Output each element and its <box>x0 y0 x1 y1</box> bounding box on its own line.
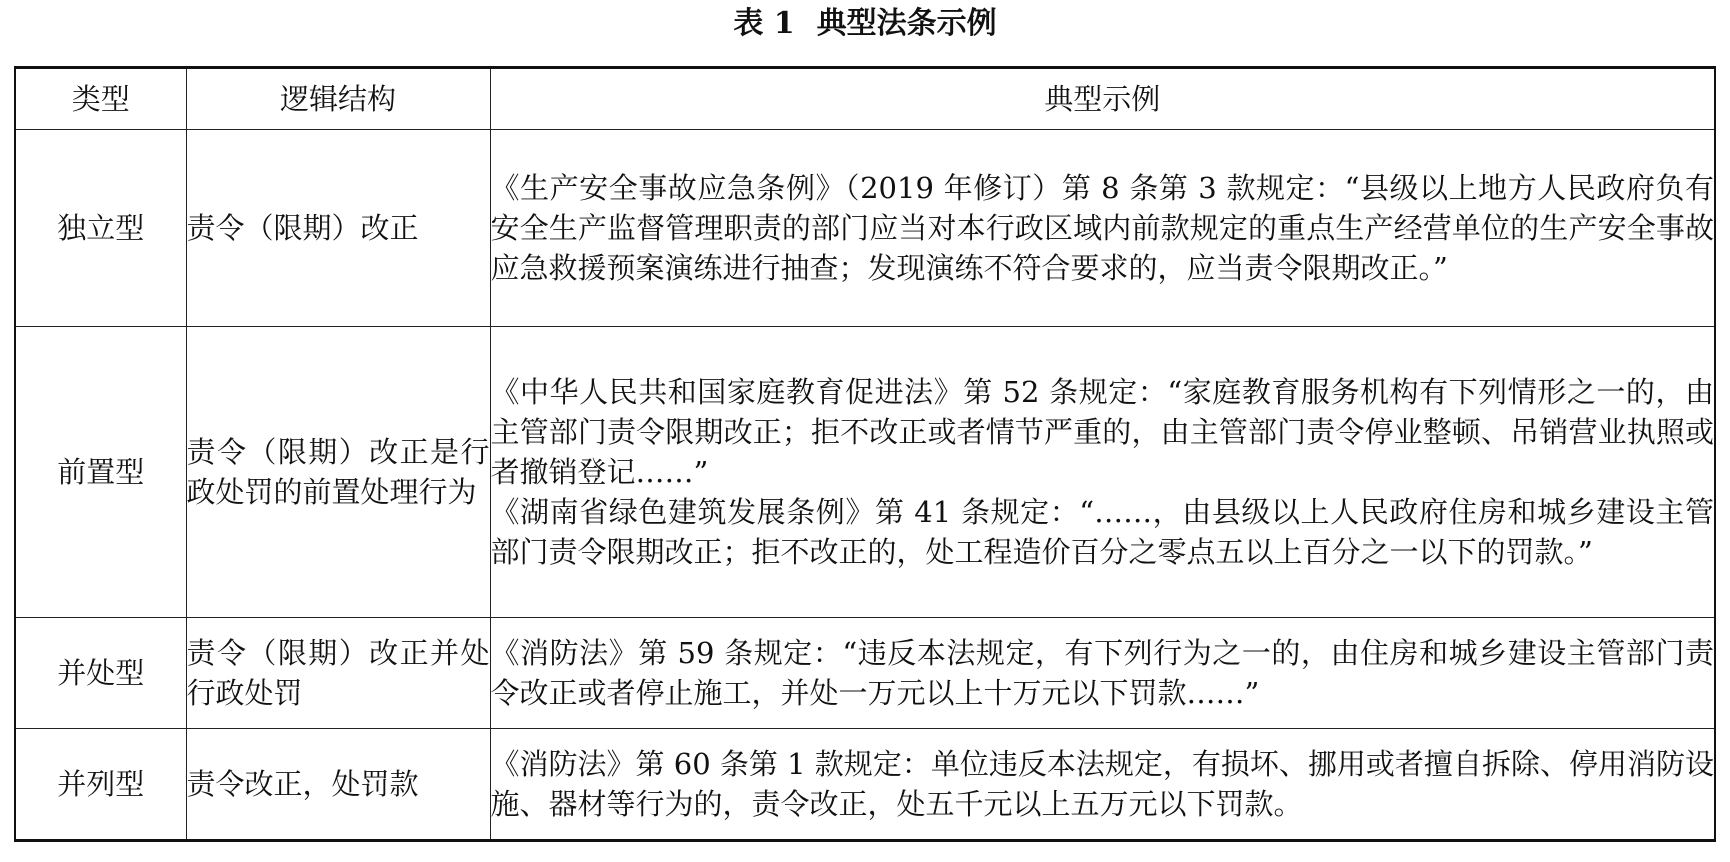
table-row <box>15 618 1715 729</box>
header-logic-structure: 逻辑结构 <box>186 68 490 130</box>
logic-cell: 责令（限期）改正 <box>186 130 490 327</box>
type-cell: 并处型 <box>15 618 186 729</box>
example-text: 《生产安全事故应急条例》（2019 年修订）第 8 条第 3 款规定：“县级以上地方人民政府负有安全生产监督管理职责的部门应当对本行政区域内前款规定的重点生产经营单位的生产安全事故应急救援预案演练进行抽查；发现演练不符合要求的，应当责令限期改正。” <box>490 171 1714 285</box>
table-row <box>15 130 1715 327</box>
legal-provisions-table <box>14 66 1716 842</box>
table-caption-label: 表 1 <box>733 6 795 41</box>
type-cell: 并列型 <box>15 729 186 841</box>
header-type: 类型 <box>15 68 186 130</box>
logic-cell: 责令（限期）改正并处行政处罚 <box>186 618 490 729</box>
type-cell: 前置型 <box>15 327 186 618</box>
example-text: 《消防法》第 59 条规定：“违反本法规定，有下列行为之一的，由住房和城乡建设主管部门责令改正或者停止施工，并处一万元以上十万元以下罚款……” <box>490 636 1714 710</box>
type-cell: 独立型 <box>15 130 186 327</box>
table-caption-title: 典型法条示例 <box>816 6 997 41</box>
header-typical-example: 典型示例 <box>490 68 1715 130</box>
table-header-row <box>15 68 1715 130</box>
table-row <box>15 729 1715 841</box>
example-cell <box>490 618 1715 729</box>
logic-cell: 责令改正，处罚款 <box>186 729 490 841</box>
example-cell <box>490 327 1715 618</box>
table-row <box>15 327 1715 618</box>
example-text: 《湖南省绿色建筑发展条例》第 41 条规定：“……，由县级以上人民政府住房和城乡建设主管部门责令限期改正；拒不改正的，处工程造价百分之零点五以上百分之一以下的罚款。” <box>490 495 1714 569</box>
table-caption <box>0 4 1730 44</box>
example-text: 《中华人民共和国家庭教育促进法》第 52 条规定：“家庭教育服务机构有下列情形之一的，由主管部门责令限期改正；拒不改正或者情节严重的，由主管部门责令停业整顿、吊销营业执照或者撤销登记……” <box>490 375 1714 489</box>
logic-cell: 责令（限期）改正是行政处罚的前置处理行为 <box>186 327 490 618</box>
example-text: 《消防法》第 60 条第 1 款规定：单位违反本法规定，有损坏、挪用或者擅自拆除、停用消防设施、器材等行为的，责令改正，处五千元以上五万元以下罚款。 <box>490 747 1714 821</box>
example-cell <box>490 729 1715 841</box>
example-cell <box>490 130 1715 327</box>
